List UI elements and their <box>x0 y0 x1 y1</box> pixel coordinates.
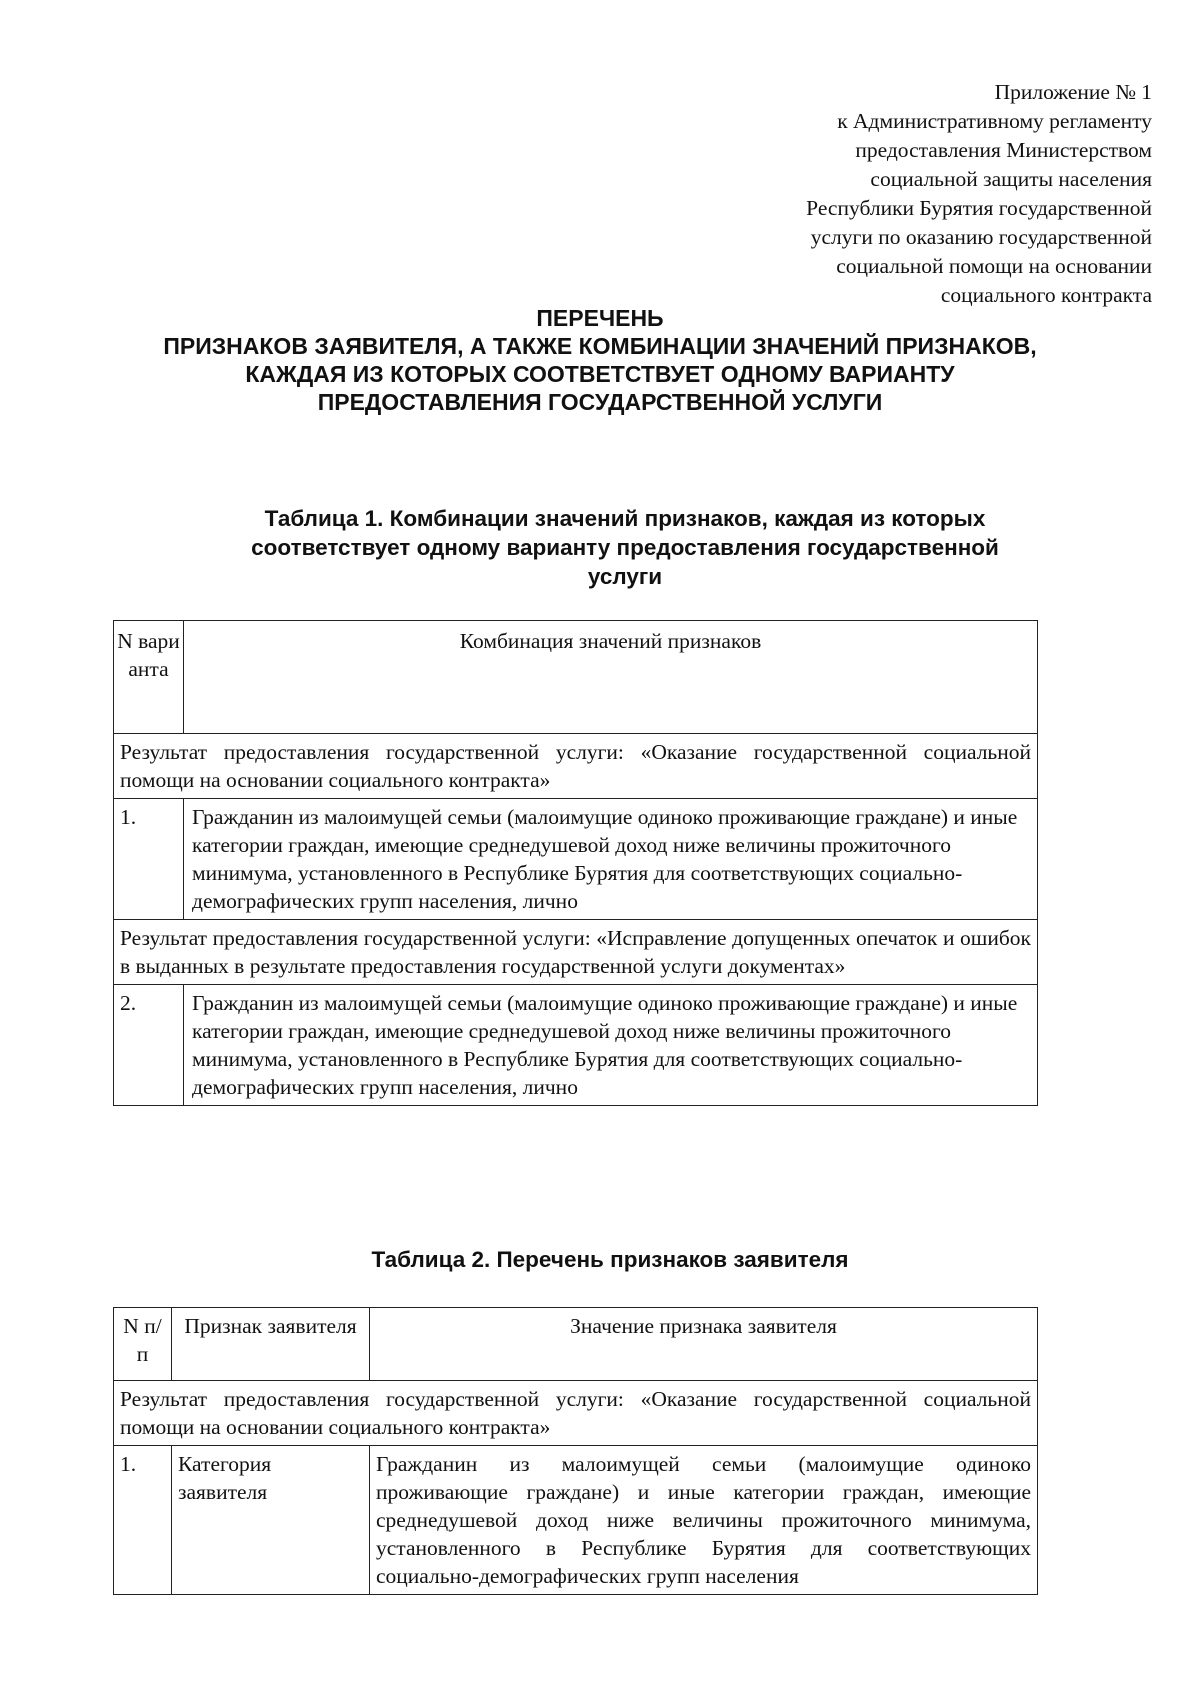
result-row <box>114 920 1038 985</box>
table1 <box>113 620 1038 1106</box>
annex-line: к Административному регламенту <box>837 109 1152 133</box>
annex-line: предоставления Министерством <box>855 138 1152 162</box>
table-row <box>114 1446 1038 1595</box>
header-value: Значение признака заявителя <box>370 1308 1038 1381</box>
table-row <box>114 985 1038 1106</box>
result-text: Результат предоставления государственной услуги: «Оказание государственной социальной помощи на основании социального контракта» <box>114 734 1038 799</box>
variant-text: Гражданин из малоимущей семьи (малоимущие одиноко проживающие граждане) и иные категории граждан, имеющие среднедушевой доход ниже величины прожиточного минимума, установленного в Республике Бурятия для соответствующих социально-демографических групп населения, лично <box>184 799 1038 920</box>
variant-number: 1. <box>114 799 184 920</box>
title-line: ПЕРЕЧЕНЬ <box>536 305 664 331</box>
header-variant-number: N варианта <box>114 621 184 734</box>
result-row <box>114 1381 1038 1446</box>
header-attribute: Признак заявителя <box>172 1308 370 1381</box>
header-number: N п/п <box>114 1308 172 1381</box>
annex-line: социальной защиты населения <box>870 167 1152 191</box>
header-combination: Комбинация значений признаков <box>184 621 1038 734</box>
attribute-name: Категория заявителя <box>172 1446 370 1595</box>
title-line: ПРЕДОСТАВЛЕНИЯ ГОСУДАРСТВЕННОЙ УСЛУГИ <box>317 389 883 415</box>
title-line: ПРИЗНАКОВ ЗАЯВИТЕЛЯ, А ТАКЖЕ КОМБИНАЦИИ ЗНАЧЕНИЙ ПРИЗНАКОВ, <box>163 333 1037 359</box>
table-row <box>114 799 1038 920</box>
result-row <box>114 734 1038 799</box>
table2-caption: Таблица 2. Перечень признаков заявителя <box>371 1247 849 1272</box>
result-text: Результат предоставления государственной услуги: «Исправление допущенных опечаток и ошибок в выданных в результате предоставления государственной услуги документах» <box>114 920 1038 985</box>
table-header-row <box>114 621 1038 734</box>
variant-number: 2. <box>114 985 184 1106</box>
annex-line: Приложение № 1 <box>994 80 1152 104</box>
annex-line: социального контракта <box>940 283 1152 307</box>
table-header-row <box>114 1308 1038 1381</box>
caption-line: соответствует одному варианту предоставления государственной <box>251 535 999 560</box>
variant-text: Гражданин из малоимущей семьи (малоимущие одиноко проживающие граждане) и иные категории граждан, имеющие среднедушевой доход ниже величины прожиточного минимума, установленного в Республике Бурятия для соответствующих социально-демографических групп населения, лично <box>184 985 1038 1106</box>
annex-header <box>592 78 1152 310</box>
table1-caption <box>150 504 1100 591</box>
annex-line: социальной помощи на основании <box>836 254 1152 278</box>
caption-line: услуги <box>587 564 663 589</box>
attribute-value: Гражданин из малоимущей семьи (малоимущие одиноко проживающие граждане) и иные категории граждан, имеющие среднедушевой доход ниже величины прожиточного минимума, установленного в Республике Бурятия для соответствующих социально-демографических групп населения <box>370 1446 1038 1595</box>
annex-line: услуги по оказанию государственной <box>810 225 1152 249</box>
result-text: Результат предоставления государственной услуги: «Оказание государственной социальной помощи на основании социального контракта» <box>114 1381 1038 1446</box>
document-title <box>60 304 1140 416</box>
table2 <box>113 1307 1038 1595</box>
row-number: 1. <box>114 1446 172 1595</box>
caption-line: Таблица 1. Комбинации значений признаков, каждая из которых <box>264 506 986 531</box>
annex-line: Республики Бурятия государственной <box>806 196 1152 220</box>
title-line: КАЖДАЯ ИЗ КОТОРЫХ СООТВЕТСТВУЕТ ОДНОМУ ВАРИАНТУ <box>245 361 955 387</box>
